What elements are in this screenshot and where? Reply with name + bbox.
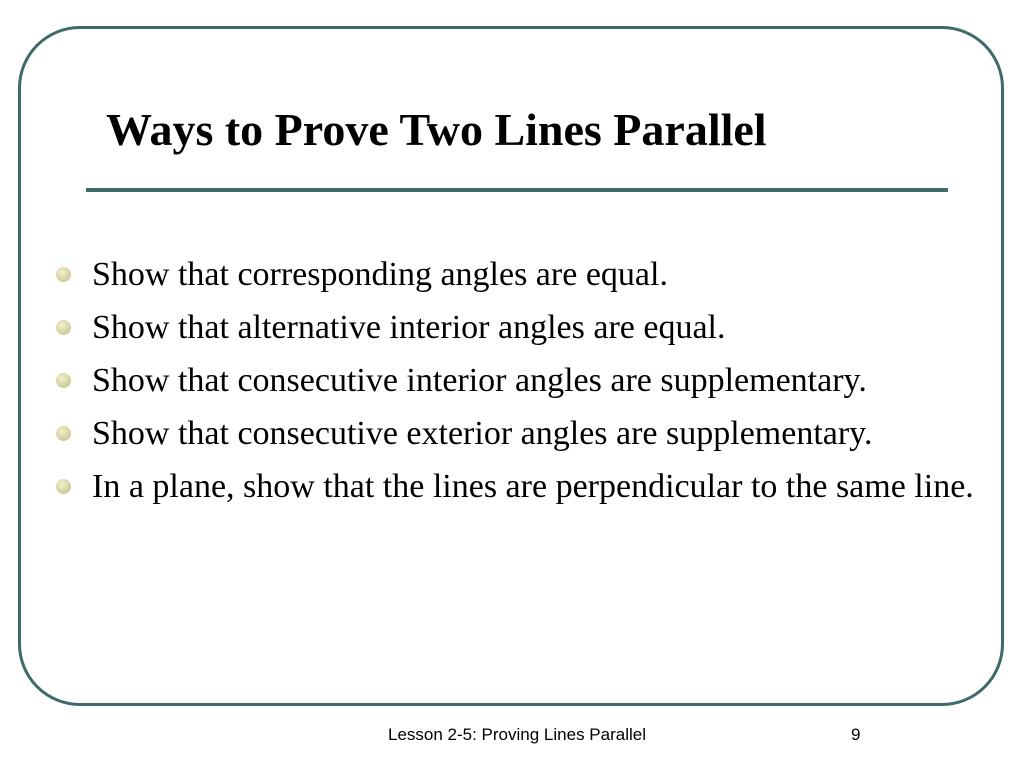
footer-lesson-title: Lesson 2-5: Proving Lines Parallel [388,725,646,744]
bullet-item [54,411,974,456]
bullet-item [54,358,974,403]
bullet-item [54,252,974,297]
bullet-item [54,305,974,350]
slide-number: 9 [851,725,861,744]
slide-title: Ways to Prove Two Lines Parallel [106,104,767,155]
bullet-text: Show that alternative interior angles are equal. [92,309,726,346]
bullet-item [54,464,974,509]
bullet-icon [56,426,71,441]
bullet-icon [56,479,71,494]
bullet-icon [56,373,71,388]
bullet-text: Show that consecutive exterior angles are supplementary. [92,415,873,452]
bullet-icon [56,320,71,335]
bullet-text: Show that consecutive interior angles are supplementary. [92,362,867,399]
bullet-text: In a plane, show that the lines are perpendicular to the same line. [92,468,974,505]
title-divider [86,188,948,192]
bullet-text: Show that corresponding angles are equal. [92,256,668,293]
bullet-list [54,252,974,517]
bullet-icon [56,267,71,282]
